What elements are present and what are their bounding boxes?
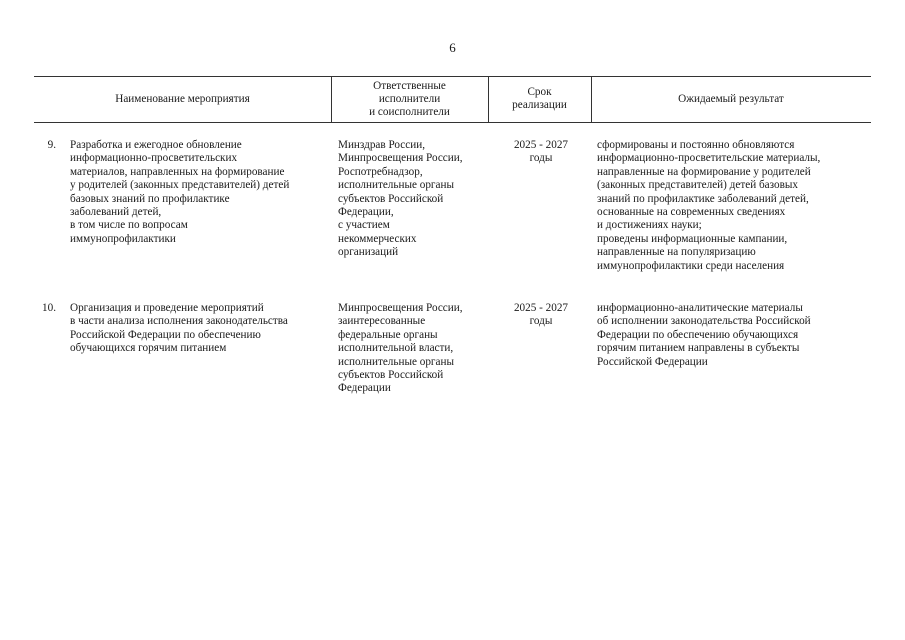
event-name: Организация и проведение мероприятий в части анализа исполнения законодательства Российской Федерации по обеспечению обучающихся горячим питанием [70,302,288,355]
header-name: Наименование мероприятия [115,92,250,105]
responsible-executors: Минздрав России, Минпросвещения России, Роспотребнадзор, исполнительные органы субъектов Российской Федерации, с участием некоммерческих организаций [338,139,463,259]
header-result: Ожидаемый результат [678,92,784,105]
header-executors: Ответственные исполнители и соисполнители [369,79,450,118]
table-header-bottom-rule [34,122,871,123]
implementation-term: 2025 - 2027 годы [513,302,569,328]
page-number: 6 [449,40,456,55]
row-number: 9. [47,139,56,151]
expected-result: информационно-аналитические материалы об исполнении законодательства Российской Федерации по обеспечению обучающихся горячим питанием направлены в субъекты Российской Федерации [597,302,811,368]
header-term: Срок реализации [512,86,567,111]
row-number: 10. [42,302,56,314]
implementation-term: 2025 - 2027 годы [513,139,569,165]
responsible-executors: Минпросвещения России, заинтересованные федеральные органы исполнительной власти, исполнительные органы субъектов Российской Федерации [338,302,463,395]
event-name: Разработка и ежегодное обновление информационно-просветительских материалов, направленных на формирование у родителей (законных представителей) детей базовых знаний по профилактике заболеваний детей, в том числе по вопросам иммунопрофилактики [70,139,290,245]
expected-result: сформированы и постоянно обновляются информационно-просветительские материалы, направленные на формирование у родителей (законных представителей) детей базовых знаний по профилактике заболеваний детей, основанные на современных сведениях и достижениях науки; проведены информационные кампании, направленные на популяризацию иммунопрофилактики среди населения [597,139,821,272]
